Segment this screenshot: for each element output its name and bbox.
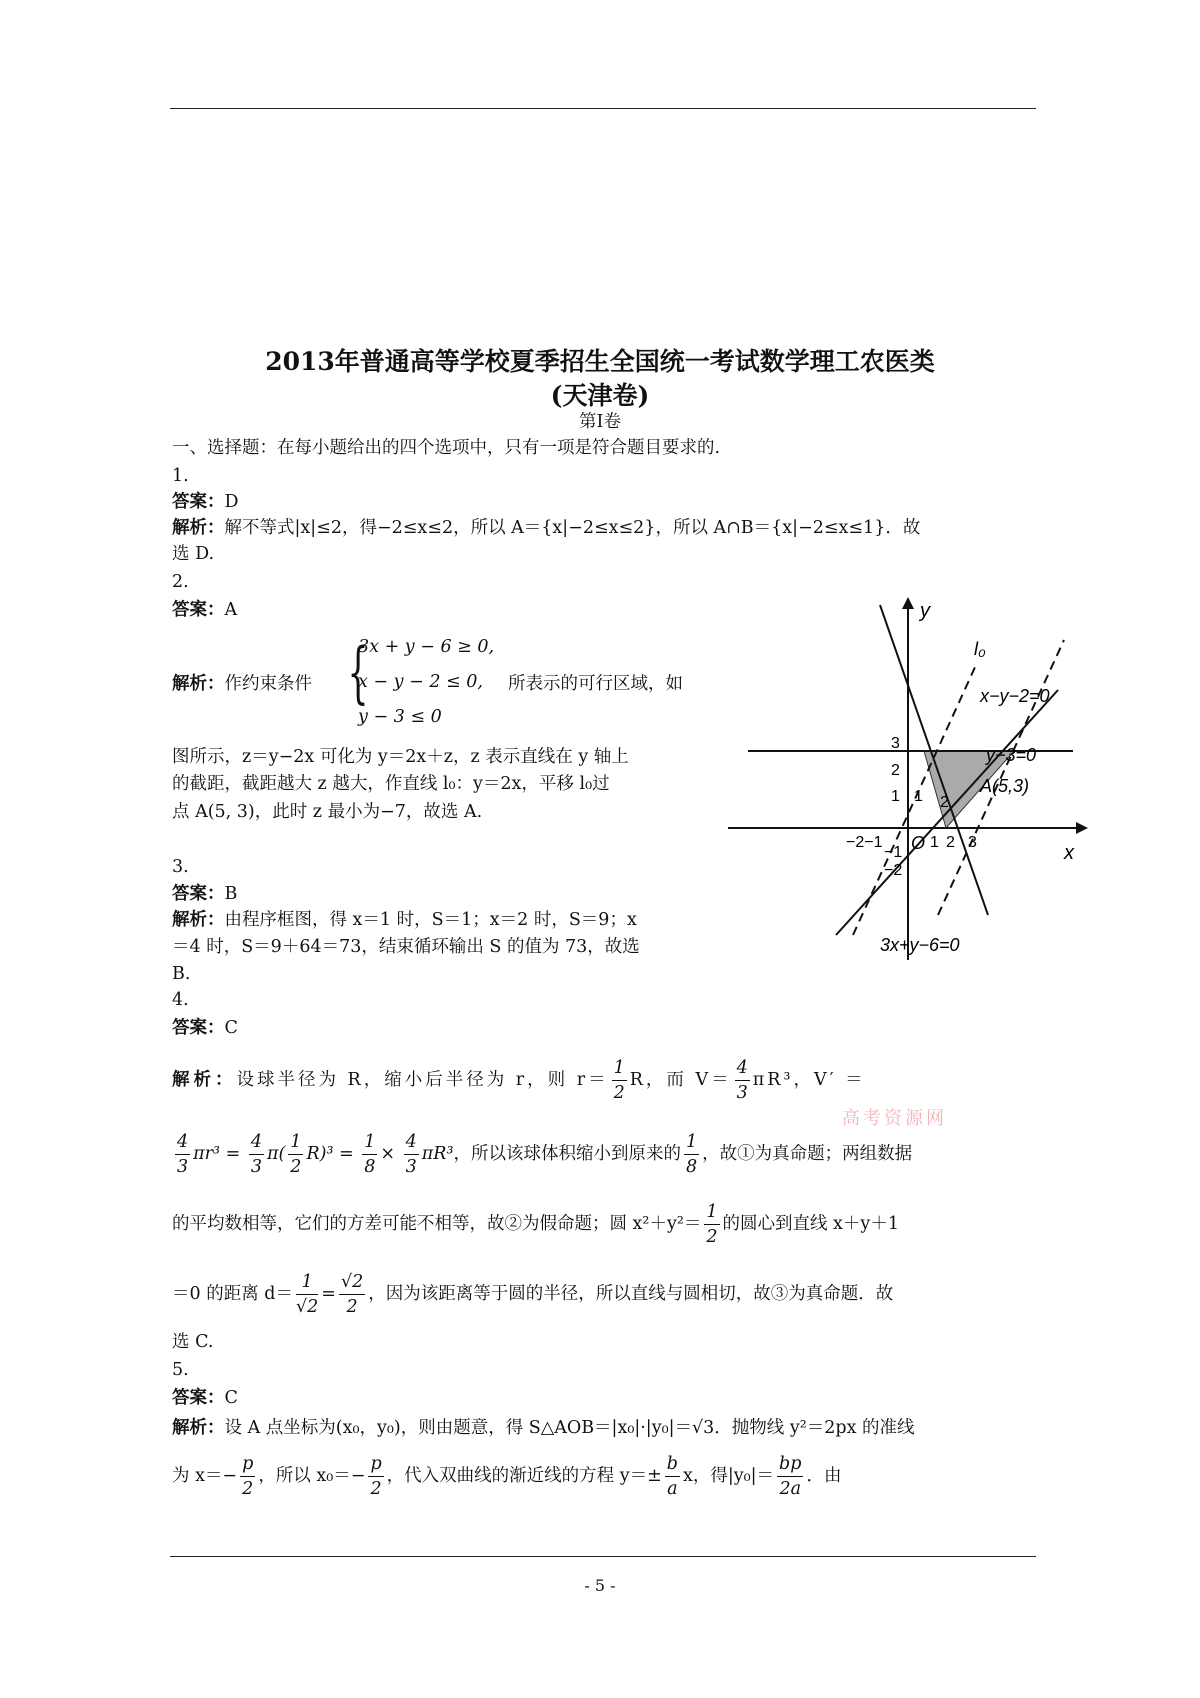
q2-analysis-2: 图所示，z＝y−2x 可化为 y＝2x＋z，z 表示直线在 y 轴上: [172, 747, 629, 767]
frac-p-over-2: $\frac{p}{2}$: [370, 1454, 382, 1499]
q1-analysis-text: 解不等式|x|≤2，得−2≤x≤2，所以 A＝{x|−2≤x≤2}，所以 A∩B＝{x|−2≤x≤1}．故: [224, 518, 921, 538]
q4-line4-a: ＝0 的距离 d＝: [172, 1284, 293, 1304]
q5-answer-value: C: [224, 1388, 238, 1408]
q3-answer: [172, 882, 237, 906]
y-axis-label: y: [920, 600, 930, 622]
q4-line-4: [172, 1266, 893, 1322]
frac-four-thirds: $\frac{4}{3}$: [177, 1132, 189, 1177]
tick-x-2: 2: [946, 834, 955, 851]
volume-label: 第Ⅰ卷: [579, 412, 621, 432]
q1-analysis: [172, 516, 920, 540]
tick-y-1: 1: [891, 788, 900, 805]
system-line-3: y − 3 ≤ 0: [358, 707, 442, 727]
q3-number: 3.: [172, 857, 189, 877]
line-3x-plus-y-label: 3x+y−6=0: [880, 935, 960, 955]
footer-rule: [170, 1556, 1036, 1557]
q2-answer-value: A: [224, 600, 238, 620]
q2-analysis: [172, 672, 312, 696]
q5-line2-b: ，所以 x₀＝−: [258, 1466, 366, 1486]
x-axis-label: x: [1064, 842, 1074, 864]
page-subtitle: (天津卷): [550, 381, 650, 410]
formula-times: ×: [380, 1144, 401, 1164]
formula-r-cubed: R)³ =: [306, 1144, 360, 1164]
page-title: 2013年普通高等学校夏季招生全国统一考试数学理工农医类: [265, 347, 935, 376]
analysis-label: 解析：: [172, 910, 225, 930]
system-brace: {: [347, 634, 369, 711]
q1-answer-value: D: [224, 492, 239, 512]
q2-answer: [172, 598, 237, 622]
analysis-label: 解析：: [172, 1418, 225, 1438]
line-x-minus-y-label: x−y−2=0: [980, 686, 1050, 706]
system-line-2: x − y − 2 ≤ 0,: [358, 672, 483, 692]
answer-label: 答案：: [172, 1018, 225, 1038]
answer-label: 答案：: [172, 884, 225, 904]
formula-pi-half-r: π(: [266, 1144, 286, 1164]
frac-one-half: $\frac{1}{2}$: [613, 1058, 625, 1103]
frac-one-eighth: $\frac{1}{8}$: [685, 1132, 698, 1177]
frac-one-half: $\frac{1}{2}$: [706, 1202, 718, 1247]
q5-line1-text: 设 A 点坐标为(x₀，y₀)，则由题意，得 S△AOB＝|x₀|·|y₀|＝√3．抛物线 y²＝2px 的准线: [224, 1418, 915, 1438]
tick-y-neg2: −2: [884, 862, 903, 879]
y-axis-arrow: [902, 597, 914, 609]
q3-analysis-2: ＝4 时，S＝9＋64＝73，结束循环输出 S 的值为 73，故选: [172, 937, 640, 957]
q4-answer-value: C: [224, 1018, 238, 1038]
q4-line4-b: ，因为该距离等于圆的半径，所以直线与圆相切，故③为真命题．故: [368, 1284, 894, 1304]
q2-analysis-4: 点 A(5, 3)，此时 z 最小为−7，故选 A.: [172, 802, 483, 822]
q4-line1-a: 设球半径为 R，缩小后半径为 r，则 r＝: [236, 1070, 609, 1090]
analysis-label: 解析：: [172, 1070, 237, 1090]
point-a-label: A(5,3): [980, 776, 1030, 796]
page-number: - 5 -: [584, 1576, 616, 1595]
frac-sqrt2-over-2: $\frac{√2}{2}$: [340, 1272, 364, 1317]
tick-region-2: 2: [940, 794, 949, 811]
q5-line2-a: 为 x＝−: [172, 1466, 238, 1486]
frac-one-over-sqrt2: $\frac{1}{√2}$: [295, 1272, 319, 1317]
feasible-region-figure: [728, 595, 1088, 965]
tick-y-2: 2: [891, 762, 900, 779]
origin-label: O: [911, 833, 926, 853]
q4-line-3: [172, 1196, 899, 1252]
q5-line2-e: ．由: [806, 1466, 842, 1486]
analysis-label: 解析：: [172, 674, 225, 694]
q4-line-5: 选 C.: [172, 1332, 214, 1352]
frac-one-half: $\frac{1}{2}$: [290, 1132, 302, 1177]
q3-analysis-3: B.: [172, 964, 191, 984]
q5-line2-d: x，得|y₀|＝: [682, 1466, 775, 1486]
q1-number: 1.: [172, 466, 189, 486]
frac-b-over-a: $\frac{b}{a}$: [666, 1454, 678, 1499]
q4-line2-c: ，故①为真命题；两组数据: [702, 1144, 913, 1164]
q5-number: 5.: [172, 1360, 189, 1380]
q4-line2-b: ，所以该球体积缩小到原来的: [453, 1144, 681, 1164]
answer-label: 答案：: [172, 600, 225, 620]
q4-line3-b: 的圆心到直线 x＋y＋1: [722, 1214, 899, 1234]
watermark: 高考资源网: [842, 1108, 947, 1129]
q4-line-2: [172, 1126, 912, 1182]
q3-analysis: [172, 908, 637, 932]
frac-four-thirds: $\frac{4}{3}$: [736, 1058, 748, 1103]
line-y-minus-3-label: y−3=0: [986, 745, 1037, 765]
header-rule: [170, 108, 1036, 109]
tick-x-3: 3: [968, 834, 977, 851]
tick-region-1: 1: [914, 788, 923, 805]
q2-number: 2.: [172, 572, 189, 592]
x-axis-arrow: [1076, 822, 1088, 834]
frac-one-eighth: $\frac{1}{8}$: [364, 1132, 376, 1177]
frac-bp-over-2a: $\frac{bp}{2a}$: [779, 1454, 802, 1499]
tick-y-3: 3: [891, 735, 900, 752]
q3-answer-value: B: [224, 884, 238, 904]
q2-suffix: 所表示的可行区域，如: [508, 674, 683, 694]
q3-analysis-text: 由程序框图，得 x＝1 时，S＝1；x＝2 时，S＝9；x: [224, 910, 637, 930]
q4-line-1: [172, 1052, 866, 1108]
q5-line2-c: ，代入双曲线的渐近线的方程 y＝±: [386, 1466, 662, 1486]
section-heading: 一、选择题：在每小题给出的四个选项中，只有一项是符合题目要求的.: [172, 438, 721, 458]
formula-pi-r3: πR³: [421, 1144, 454, 1164]
q1-analysis-cont: 选 D.: [172, 544, 215, 564]
q5-line-1: [172, 1416, 915, 1440]
formula-equals: =: [321, 1284, 336, 1304]
q1-answer: [172, 490, 239, 514]
answer-label: 答案：: [172, 492, 225, 512]
q4-number: 4.: [172, 990, 189, 1010]
frac-four-thirds: $\frac{4}{3}$: [250, 1132, 262, 1177]
analysis-label: 解析：: [172, 518, 225, 538]
q4-line1-b: R，而 V＝: [629, 1070, 732, 1090]
tick-y-neg1: −1: [884, 844, 903, 861]
q4-answer: [172, 1016, 238, 1040]
q2-analysis-3: 的截距，截距越大 z 越大，作直线 l₀：y＝2x，平移 l₀过: [172, 774, 610, 794]
q4-line3-a: 的平均数相等，它们的方差可能不相等，故②为假命题；圆 x²＋y²＝: [172, 1214, 702, 1234]
q5-answer: [172, 1386, 238, 1410]
frac-four-thirds: $\frac{4}{3}$: [405, 1132, 417, 1177]
answer-label: 答案：: [172, 1388, 225, 1408]
formula-volume: πr³ =: [193, 1144, 246, 1164]
q5-line-2: [172, 1448, 841, 1504]
tick-x-1: 1: [930, 834, 939, 851]
l0-label: l₀: [974, 639, 986, 659]
q4-line1-c: πR³，V′ ＝: [752, 1070, 866, 1090]
frac-p-over-2: $\frac{p}{2}$: [242, 1454, 254, 1499]
tick-x-neg: −2−1: [846, 834, 883, 851]
system-line-1: 3x + y − 6 ≥ 0,: [358, 637, 495, 657]
q2-prefix: 作约束条件: [224, 674, 312, 694]
